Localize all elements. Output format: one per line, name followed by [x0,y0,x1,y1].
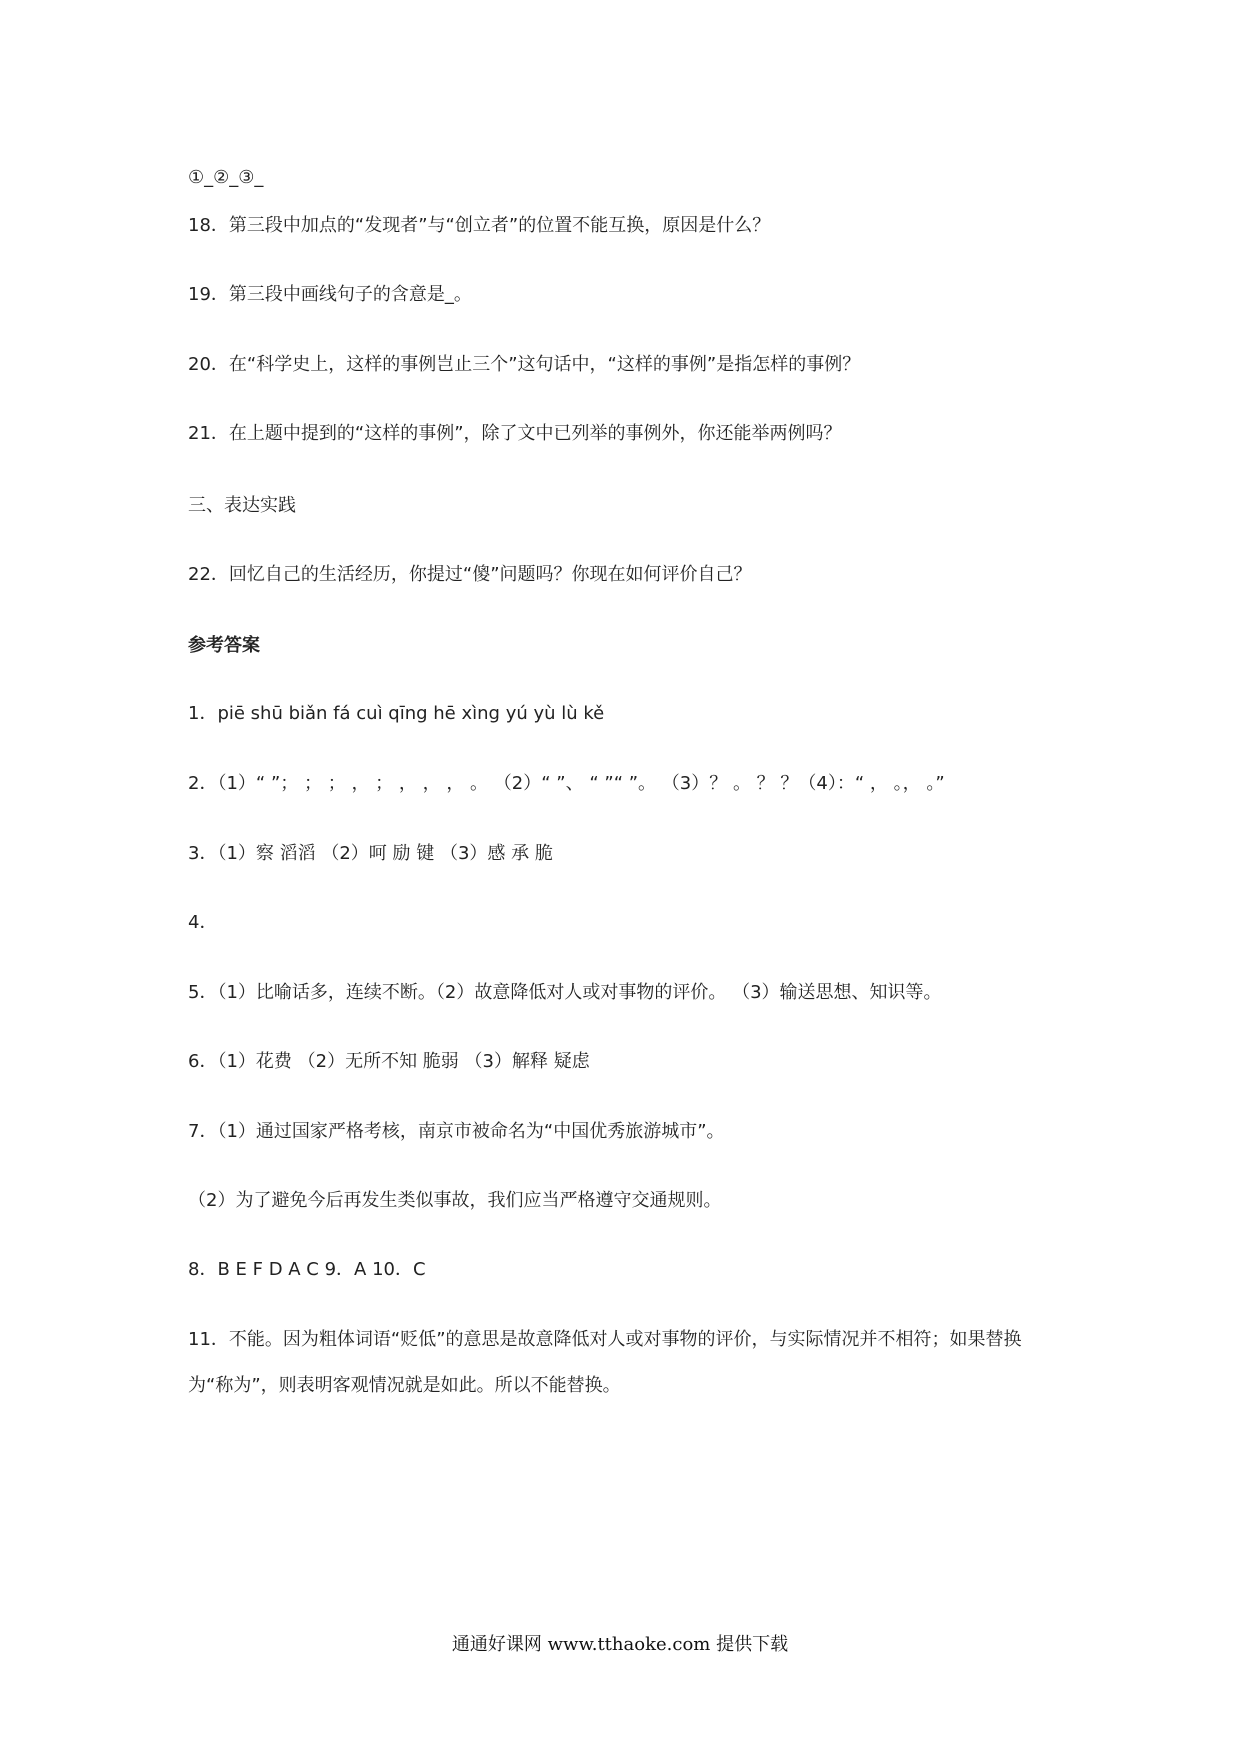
answer-6: 6．（1）花费 （2）无所不知 脆弱 （3）解释 疑虑 [188,1051,590,1072]
answer-4: 4． [188,912,218,933]
question-18: 18．第三段中加点的“发现者”与“创立者”的位置不能互换，原因是什么？ [188,215,771,236]
question-19: 19．第三段中画线句子的含意是_。 [188,284,472,305]
answer-8-10: 8．B E F D A C 9．A 10．C [188,1259,426,1280]
answer-blanks: ①_②_③_ [188,167,264,188]
answer-11-line-2: 为“称为”，则表明客观情况就是如此。所以不能替换。 [188,1375,621,1396]
answer-11-line-1: 11．不能。因为粗体词语“贬低”的意思是故意降低对人或对事物的评价，与实际情况并不相符；如果替换 [188,1329,1022,1350]
section-heading-expression: 三、表达实践 [188,495,296,516]
question-20: 20．在“科学史上，这样的事例岂止三个”这句话中，“这样的事例”是指怎样的事例？ [188,354,861,375]
question-22: 22．回忆自己的生活经历，你提过“傻”问题吗？你现在如何评价自己？ [188,564,752,585]
question-21: 21．在上题中提到的“这样的事例”，除了文中已列举的事例外，你还能举两例吗？ [188,423,842,444]
answer-2: 2．（1）“ ”； ； ； ， ； ， ， ， 。 （2）“ ”、 “ ”“ ”。 （3）？ 。 ？ ？（4）：“ ， 。， 。” [188,773,945,794]
answer-7-part-1: 7．（1）通过国家严格考核，南京市被命名为“中国优秀旅游城市”。 [188,1121,725,1142]
answer-1: 1．piē shū biǎn fá cuì qīng hē xìng yú yù lù kě [188,703,605,724]
footer-watermark: 通通好课网 www.tthaoke.com 提供下载 [451,1634,789,1655]
answer-5: 5．（1）比喻话多，连续不断。（2）故意降低对人或对事物的评价。 （3）输送思想、知识等。 [188,982,942,1003]
answers-heading: 参考答案 [188,635,260,656]
answer-7-part-2: （2）为了避免今后再发生类似事故，我们应当严格遵守交通规则。 [188,1190,722,1211]
answer-3: 3．（1）察 滔滔 （2）呵 励 键 （3）感 承 脆 [188,843,553,864]
